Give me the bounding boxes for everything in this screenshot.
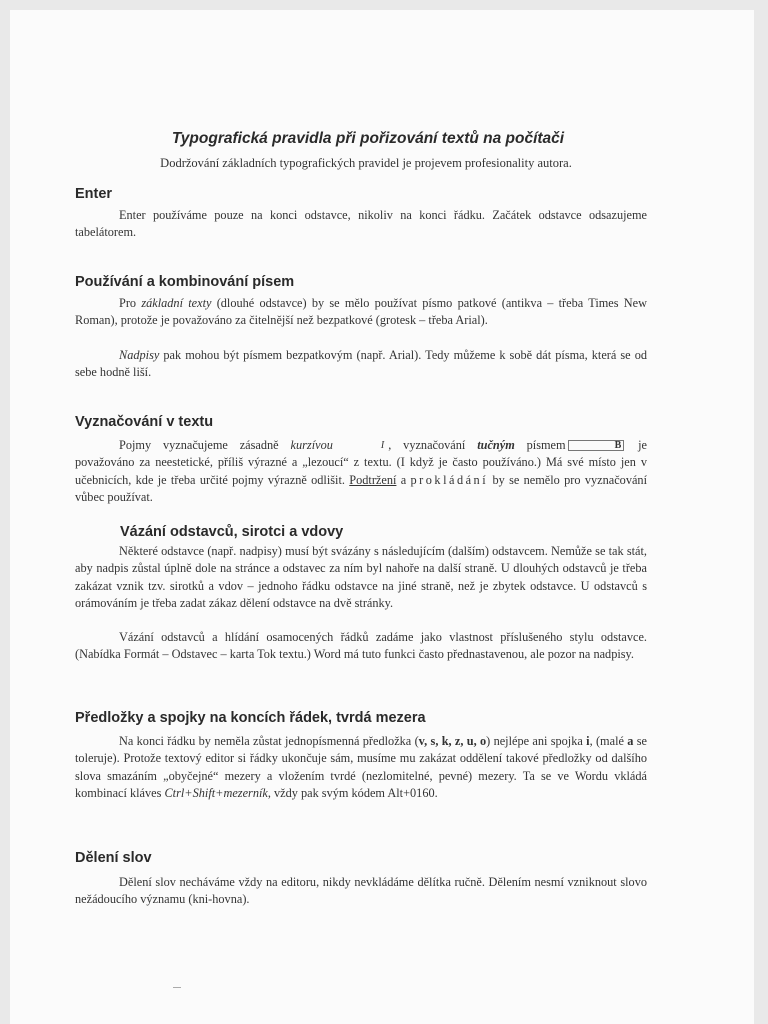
heading-hyphenation: Dělení slov [75,850,152,866]
paragraph-widows-2: Vázání odstavců a hlídání osamocených řádků zadáme jako vlastnost příslušeného stylu odstavce. (Nabídka Formát – Odstavec – karta Tok textu.) Word má tuto funkci často přednastavenou, ale pozor na nadpisy. [75,630,647,662]
paragraph-fonts-2: Nadpisy pak mohou být písmem bezpatkovým (např. Arial). Tedy můžeme k sobě dát písma, která se od sebe hodně liší. [75,348,647,380]
heading-widows: Vázání odstavců, sirotci a vdovy [120,524,344,540]
heading-fonts: Používání a kombinování písem [75,274,295,290]
paragraph-enter: Enter používáme pouze na konci odstavce, nikoliv na konci řádku. Začátek odstavce odsazujeme tabelátorem. [75,208,647,240]
document-page [10,10,754,1024]
heading-emphasis: Vyznačování v textu [75,414,214,430]
scan-speck [173,987,181,988]
paragraph-widows-1: Některé odstavce (např. nadpisy) musí být svázány s následujícím (dalším) odstavcem. Nemůže se tak stát, aby nadpis zůstal úplně dole na stránce a odstavec za ním byl nahoře na další straně. U dlouhých odstavců je třeba zakázat vznik tzv. sirotků a vdov – jednoho řádku odstavce na jiné straně, než je zbytek odstavce. U odstavců s orámováním je třeba zadat zákaz dělení odstavce na dvě stránky. [75,544,647,610]
italic-icon: I [380,440,385,451]
paragraph-fonts-1: Pro základní texty (dlouhé odstavce) by se mělo používat písmo patkové (antikva – třeba Times New Roman), protože je považováno za čitelnější než bezpatkové (grotesk – třeba Arial). [75,296,647,328]
paragraph-hyphenation: Dělení slov necháváme vždy na editoru, nikdy nevkládáme dělítka ručně. Dělením nesmí vzniknout slovo nežádoucího významu (kni-hovna). [75,875,647,907]
paragraph-prepositions: Na konci řádku by neměla zůstat jednopísmenná předložka (v, s, k, z, u, o) nejlépe ani spojka i, (malé a se toleruje). Protože textový editor si řádky ukončuje sám, musíme mu zakázat oddělení takové předložky od dalšího slova smazáním „obyčejné“ mezery a vložením tvrdé (nezlomitelné, pevné) mezery. Ta se ve Wordu vkládá kombinací kláves Ctrl+Shift+mezerník, vždy pak svým kódem Alt+0160. [75,734,647,800]
document-title: Typografická pravidla při pořizování textů na počítači [171,130,565,147]
heading-prepositions: Předložky a spojky na koncích řádek, tvrdá mezera [75,710,426,726]
paragraph-emphasis: Pojmy vyznačujeme zásadně kurzívou I , vyznačování tučným písmem B je považováno za neestetické, příliš výrazné a „lezoucí“ z textu. (I když je často používáno.) Má své místo jen v učebnicích, kde je třeba určité pojmy výrazně odlišit. Podtržení a prokládání by se nemělo pro vyznačování vůbec používat. [75,438,648,504]
bold-icon: B [568,440,625,451]
heading-enter: Enter [75,186,113,202]
document-subtitle: Dodržování základních typografických pravidel je projevem profesionality autora. [160,156,572,170]
